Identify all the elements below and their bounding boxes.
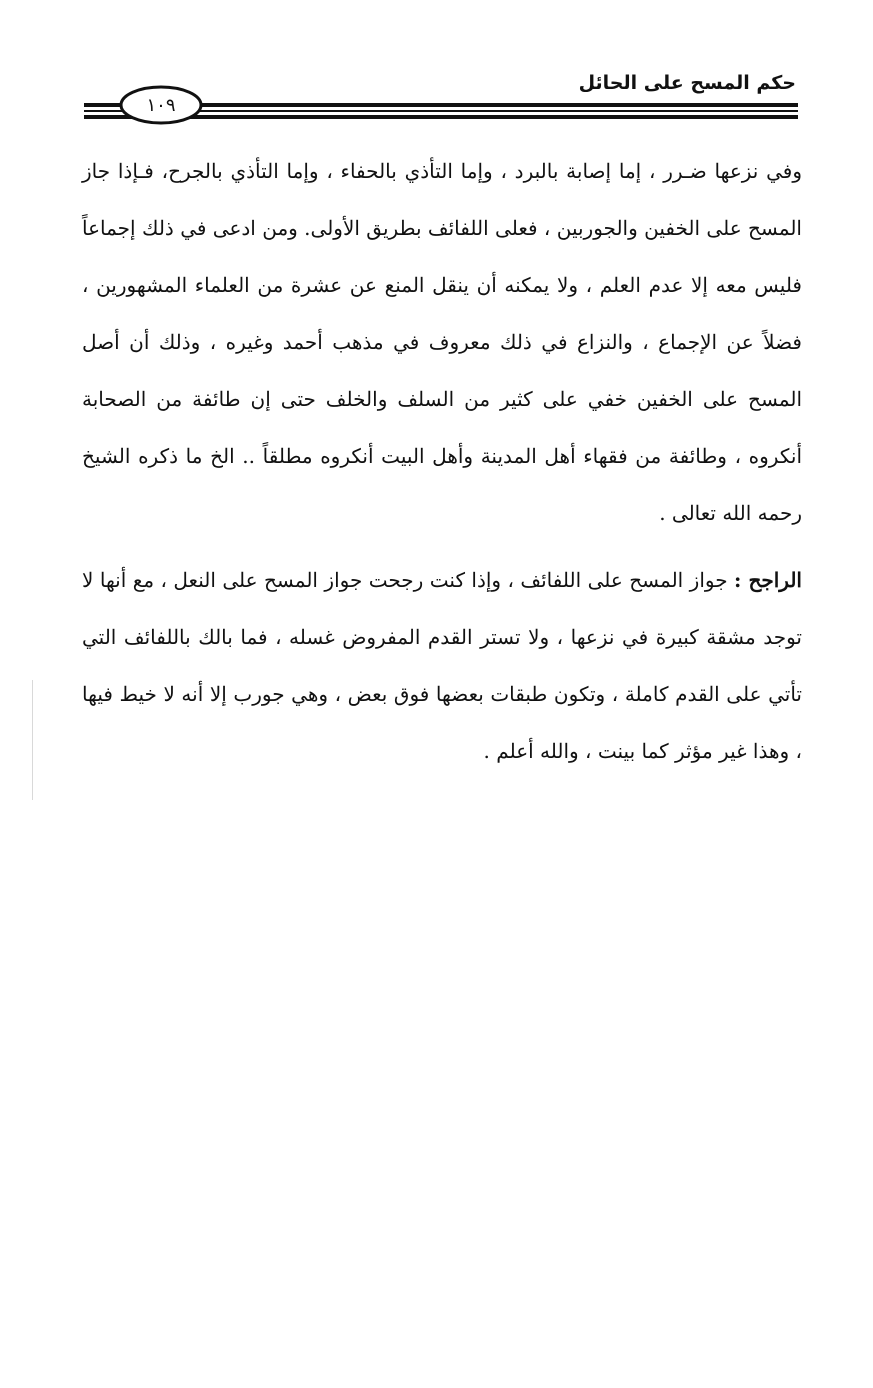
scan-margin-line xyxy=(32,680,33,800)
body-text xyxy=(82,143,802,780)
running-title: حكم المسح على الحائل xyxy=(578,72,796,94)
page-number: ١٠٩ xyxy=(146,94,176,116)
paragraph-1: وفي نزعها ضـرر ، إما إصابة بالبرد ، وإما التأذي بالحفاء ، وإما التأذي بالجرح، فـإذا جاز المسح على الخفين والجوربين ، فعلى اللفائف بطريق الأولى. ومن ادعى في ذلك إجماعاً فليس معه إلا عدم العلم ، ولا يمكنه أن ينقل المنع عن عشرة من العلماء المشهورين ، فضلاً عن الإجماع ، والنزاع في ذلك معروف في مذهب أحمد وغيره ، وذلك أن أصل المسح على الخفين خفي على كثير من السلف والخلف حتى إن طائفة من الصحابة أنكروه ، وطائفة من فقهاء أهل المدينة وأهل البيت أنكروه مطلقاً .. الخ ما ذكره الشيخ رحمه الله تعالى . xyxy=(82,159,802,525)
paragraph-2-lead: الراجح : xyxy=(734,568,802,592)
paragraph-2-text: جواز المسح على اللفائف ، وإذا كنت رجحت جواز المسح على النعل ، مع أنها لا توجد مشقة كبيرة في نزعها ، ولا تستر القدم المفروض غسله ، فما بالك باللفائف التي تأتي على القدم كاملة ، وتكون طبقات بعضها فوق بعض ، وهي جورب إلا أنه لا خيط فيها ، وهذا غير مؤثر كما بينت ، والله أعلم . xyxy=(82,568,802,763)
paragraph-2 xyxy=(82,552,802,780)
page-header xyxy=(84,68,798,128)
